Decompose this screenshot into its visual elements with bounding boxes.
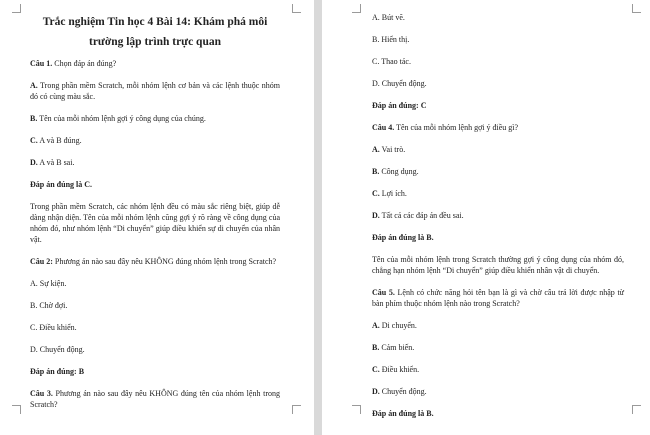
question-label: Câu 4. (372, 123, 395, 132)
option-label: B. (30, 114, 38, 123)
question-3-answer: Đáp án đúng: C (372, 101, 427, 110)
question-4-explanation: Tên của mỗi nhóm lệnh trong Scratch thường gợi ý công dụng của nhóm đó, chẳng hạn nhóm lệnh “Di chuyển” giúp điều khiển nhân vật di chuyển. (372, 255, 624, 275)
option-text: Chuyển động. (379, 387, 427, 396)
question-2-option-d: D. Chuyển động. (30, 345, 85, 354)
question-4-option-c (372, 188, 624, 199)
option-label: D. (372, 387, 380, 396)
option-text: Điều khiển. (379, 365, 420, 374)
option-label: C. (372, 365, 380, 374)
question-5-answer: Đáp án đúng là B. (372, 409, 434, 418)
question-2-option-a: A. Sự kiện. (30, 279, 67, 288)
page-corner-mark (632, 405, 641, 414)
question-3-option-a: A. Bút vẽ. (372, 13, 405, 22)
question-5-option-d (372, 386, 624, 397)
option-label: B. (372, 167, 380, 176)
question-label: Câu 1. (30, 59, 53, 68)
document-page-right (322, 0, 650, 435)
question-label: Câu 5. (372, 288, 395, 297)
option-text: Công dụng. (379, 167, 419, 176)
title-line: Trắc nghiệm Tin học 4 Bài 14: Khám phá môi (42, 16, 268, 28)
question-3-option-d: D. Chuyển động. (372, 79, 427, 88)
question-4-option-a (372, 144, 624, 155)
question-2 (30, 256, 280, 267)
question-text: Phương án nào sau đây nêu KHÔNG đúng tên của nhóm lệnh trong Scratch? (30, 389, 280, 409)
option-text: Trong phần mềm Scratch, mỗi nhóm lệnh cơ bản và các lệnh thuộc nhóm đó có cùng màu sắc. (30, 81, 280, 101)
page-corner-mark (12, 4, 21, 13)
question-1-option-c (30, 135, 280, 146)
question-2-option-c: C. Điều khiển. (30, 323, 77, 332)
title-line: trường lập trình trực quan (89, 36, 221, 48)
option-text: Vai trò. (379, 145, 406, 154)
page-content (30, 12, 280, 421)
option-text: Tên của mỗi nhóm lệnh gợi ý công dụng của chúng. (37, 114, 206, 123)
option-label: D. (30, 158, 38, 167)
question-1-option-d (30, 157, 280, 168)
option-text: A và B đúng. (37, 136, 82, 145)
page-corner-mark (292, 405, 301, 414)
question-2-answer: Đáp án đúng: B (30, 367, 85, 376)
question-text: Phương án nào sau đây nêu KHÔNG đúng nhóm lệnh trong Scratch? (52, 257, 277, 266)
page-corner-mark (352, 405, 361, 414)
question-4-option-b (372, 166, 624, 177)
question-5-option-c (372, 364, 624, 375)
option-label: A. (372, 145, 380, 154)
page-content (372, 12, 624, 430)
option-label: C. (372, 189, 380, 198)
question-1-option-a (30, 80, 280, 102)
question-1-answer: Đáp án đúng là C. (30, 180, 93, 189)
question-text: Tên của mỗi nhóm lệnh gợi ý điều gì? (394, 123, 519, 132)
question-text: Lệnh có chức năng hỏi tên bạn là gì và chờ câu trả lời được nhập từ bàn phím thuộc nhóm lệnh nào trong Scratch? (372, 288, 624, 308)
option-label: A. (372, 321, 380, 330)
question-1 (30, 58, 280, 69)
question-5-option-b (372, 342, 624, 353)
question-3-option-b: B. Hiển thị. (372, 35, 410, 44)
question-text: Chọn đáp án đúng? (52, 59, 117, 68)
question-2-option-b: B. Chờ đợi. (30, 301, 68, 310)
question-label: Câu 3. (30, 389, 53, 398)
question-1-option-b (30, 113, 280, 124)
option-label: A. (30, 81, 38, 90)
document-page-left (0, 0, 314, 435)
question-5 (372, 287, 624, 309)
question-1-explanation: Trong phần mềm Scratch, các nhóm lệnh đều có màu sắc riêng biệt, giúp dễ dàng nhận diện. Tên của mỗi nhóm lệnh cũng gợi ý rõ ràng về công dụng của nhóm đó, như nhóm lệnh “Di chuyển” giúp điều khiển sự di chuyển của nhân vật. (30, 202, 280, 244)
page-corner-mark (632, 4, 641, 13)
option-text: Di chuyển. (379, 321, 417, 330)
option-label: B. (372, 343, 380, 352)
option-text: Lợi ích. (379, 189, 407, 198)
question-3-option-c: C. Thao tác. (372, 57, 411, 66)
option-text: A và B sai. (37, 158, 75, 167)
option-text: Cảm biến. (379, 343, 415, 352)
option-label: D. (372, 211, 380, 220)
question-4-option-d (372, 210, 624, 221)
document-title (30, 12, 280, 52)
page-corner-mark (12, 405, 21, 414)
question-3 (30, 388, 280, 410)
question-4 (372, 122, 624, 133)
option-label: C. (30, 136, 38, 145)
option-text: Tất cả các đáp án đều sai. (379, 211, 464, 220)
page-corner-mark (352, 4, 361, 13)
question-label: Câu 2: (30, 257, 53, 266)
question-5-option-a (372, 320, 624, 331)
page-corner-mark (292, 4, 301, 13)
question-4-answer: Đáp án đúng là B. (372, 233, 434, 242)
